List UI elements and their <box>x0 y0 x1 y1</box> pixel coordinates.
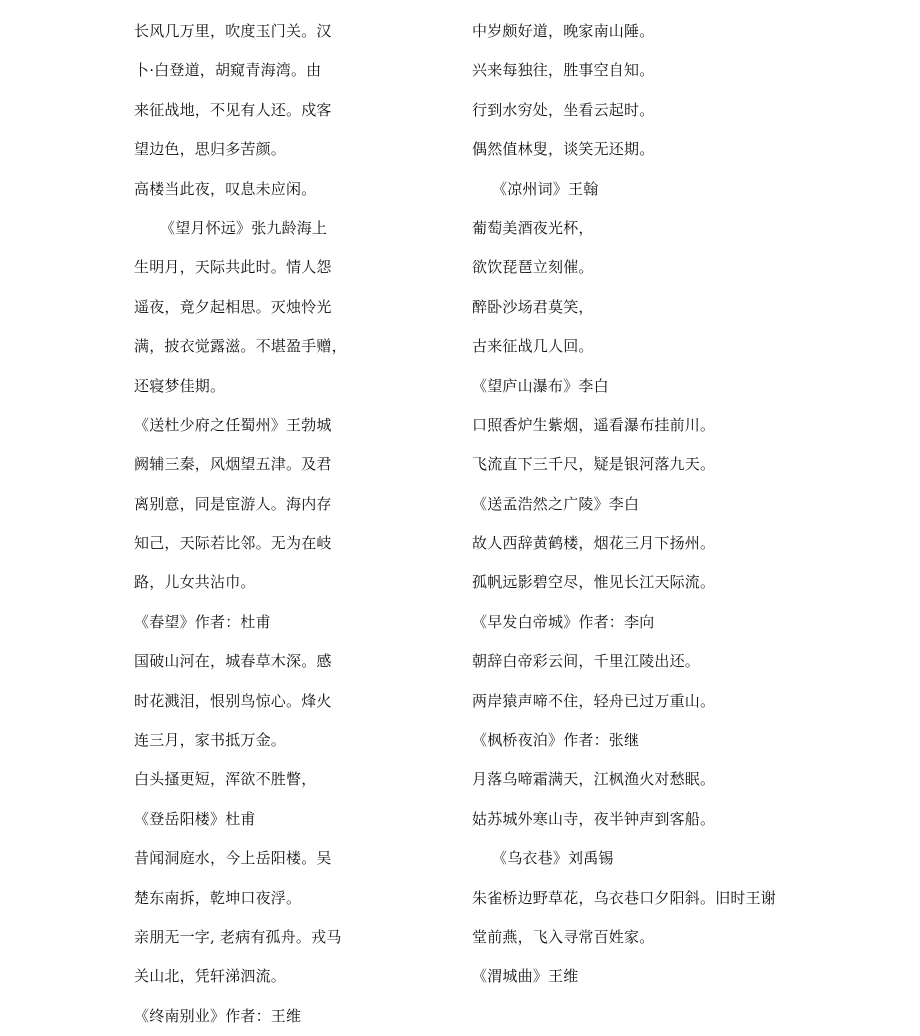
text-line: 《送杜少府之任蜀州》王勃城 <box>134 415 332 434</box>
text-line: 卜·白登道，胡窥青海湾。由 <box>134 61 322 80</box>
text-line: 飞流直下三千尺，疑是银河落九天。 <box>472 455 716 474</box>
text-line: 来征战地，不见有人还。戍客 <box>134 100 332 119</box>
text-line: 《春望》作者：杜甫 <box>134 612 271 631</box>
text-line: 还寝梦佳期。 <box>134 376 226 395</box>
text-line: 昔闻洞庭水，今上岳阳楼。吴 <box>134 849 332 868</box>
text-line: 知己，天际若比邻。无为在岐 <box>134 534 332 553</box>
text-line: 《望庐山瀑布》李白 <box>472 376 609 395</box>
text-line: 路，儿女共沾巾。 <box>134 573 256 592</box>
text-line: 生明月，天际共此时。情人怨 <box>134 258 332 277</box>
text-line: 《枫桥夜泊》作者：张继 <box>472 731 640 750</box>
text-line: 行到水穷处，坐看云起时。 <box>472 100 655 119</box>
text-line: 《望月怀远》张九龄海上 <box>160 218 328 237</box>
text-line: 月落乌啼霜满天，江枫渔火对愁眠。 <box>472 770 716 789</box>
text-line: 朱雀桥边野草花，乌衣巷口夕阳斜。旧时王谢 <box>472 888 777 907</box>
text-line: 兴来每独往，胜事空自知。 <box>472 61 655 80</box>
text-line: 亲朋无一字, 老病有孤舟。戎马 <box>134 927 342 946</box>
text-line: 阙辅三秦，风烟望五津。及君 <box>134 455 332 474</box>
text-line: 古来征战几人回。 <box>472 337 594 356</box>
text-line: 《早发白帝城》作者：李向 <box>472 612 655 631</box>
text-line: 《登岳阳楼》杜甫 <box>134 809 256 828</box>
text-line: 高楼当此夜，叹息未应闲。 <box>134 179 317 198</box>
text-line: 两岸猿声啼不住，轻舟已过万重山。 <box>472 691 716 710</box>
text-line: 《凉州词》王翰 <box>492 179 599 198</box>
text-line: 《终南别业》作者：王维 <box>134 1006 302 1025</box>
text-line: 孤帆远影碧空尽，惟见长江天际流。 <box>472 573 716 592</box>
text-line: 《送孟浩然之广陵》李白 <box>472 494 640 513</box>
text-line: 满，披衣觉露滋。不堪盈手赠， <box>134 337 347 356</box>
text-line: 故人西辞黄鹤楼，烟花三月下扬州。 <box>472 534 716 553</box>
text-line: 口照香炉生紫烟，遥看瀑布挂前川。 <box>472 415 716 434</box>
text-line: 时花溅泪，恨别鸟惊心。烽火 <box>134 691 332 710</box>
text-line: 连三月，家书抵万金。 <box>134 731 287 750</box>
text-line: 中岁颇好道，晚家南山陲。 <box>472 22 655 40</box>
text-line: 《渭城曲》王维 <box>472 967 579 986</box>
text-line: 离别意，同是宦游人。海内存 <box>134 494 332 513</box>
text-line: 望边色，思归多苦颜。 <box>134 140 287 159</box>
text-line: 偶然值林叟，谈笑无还期。 <box>472 140 655 159</box>
right-text-column <box>472 12 802 997</box>
text-line: 白头搔更短，浑欲不胜瞥， <box>134 770 317 789</box>
text-line: 国破山河在，城春草木深。感 <box>134 652 332 671</box>
text-line: 关山北，凭轩涕泗流。 <box>134 967 287 986</box>
left-text-column <box>134 12 349 1036</box>
text-line: 醉卧沙场君莫笑， <box>472 297 594 316</box>
text-line: 姑苏城外寒山寺，夜半钟声到客船。 <box>472 809 716 828</box>
text-line: 堂前燕，飞入寻常百姓家。 <box>472 927 655 946</box>
text-line: 葡萄美酒夜光杯， <box>472 218 594 237</box>
text-line: 楚东南拆，乾坤口夜浮。 <box>134 888 302 907</box>
text-line: 遥夜，竟夕起相思。灭烛怜光 <box>134 297 332 316</box>
text-line: 《乌衣巷》刘禹锡 <box>492 849 614 868</box>
text-line: 欲饮琵琶立刻催。 <box>472 258 594 277</box>
text-line: 长风几万里，吹度玉门关。汉 <box>134 22 332 40</box>
text-line: 朝辞白帝彩云间，千里江陵出还。 <box>472 652 701 671</box>
